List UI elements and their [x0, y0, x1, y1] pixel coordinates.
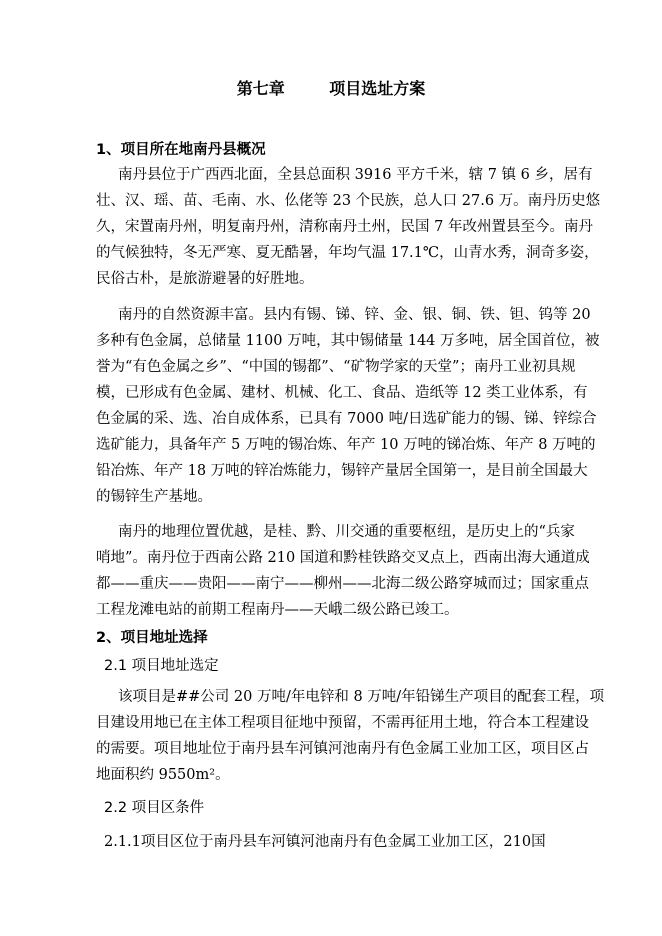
- paragraph-line: 都——重庆——贵阳——南宁——柳州——北海二级公路穿城而过；国家重点: [96, 576, 589, 592]
- section-1-heading: 1、项目所在地南丹县概况: [96, 142, 266, 158]
- paragraph-line: 目建设用地已在主体工程项目征地中预留，不需再征用土地，符合本工程建设: [96, 715, 589, 731]
- section-2-heading: 2、项目地址选择: [96, 630, 208, 646]
- subsection-2-1-heading: 2.1 项目地址选定: [104, 658, 219, 674]
- paragraph-line: 模，已形成有色金属、建材、机械、化工、食品、造纸等 12 类工业体系，有: [96, 385, 588, 401]
- paragraph-line: 哨地”。南丹位于西南公路 210 国道和黔桂铁路交叉点上，西南出海大通道成: [96, 550, 590, 566]
- paragraph-line: 色金属的采、选、冶自成体系，已具有 7000 吨/日选矿能力的锡、锑、锌综合: [96, 411, 597, 427]
- paragraph-line: 民俗古朴，是旅游避暑的好胜地。: [96, 271, 314, 287]
- paragraph-line: 的需要。项目地址位于南丹县车河镇河池南丹有色金属工业加工区，项目区占: [96, 741, 589, 757]
- paragraph-line: 誉为“有色金属之乡”、“中国的锡都”、“矿物学家的天堂”；南丹工业初具规: [96, 359, 576, 375]
- paragraph-line: 的气候独特，冬无严寒、夏无酷暑，年均气温 17.1℃，山青水秀，洞奇多姿，: [96, 245, 599, 261]
- paragraph-line: 南丹的自然资源丰富。县内有锡、锑、锌、金、银、铜、铁、钽、钨等 20: [118, 307, 591, 323]
- chapter-title: 第七章 项目选址方案: [236, 79, 426, 98]
- paragraph-line: 南丹的地理位置优越，是桂、黔、川交通的重要枢纽，是历史上的“兵家: [118, 524, 575, 540]
- paragraph-line: 该项目是##公司 20 万吨/年电锌和 8 万吨/年铅锑生产项目的配套工程，项: [118, 689, 605, 705]
- paragraph-line: 南丹县位于广西西北面，全县总面积 3916 平方千米，辖 7 镇 6 乡，居有: [118, 167, 593, 183]
- subsection-2-2-heading: 2.2 项目区条件: [104, 800, 205, 816]
- paragraph-line: 铅冶炼、年产 18 万吨的锌冶炼能力，锡锌产量居全国第一，是目前全国最大: [96, 463, 588, 479]
- paragraph-line: 的锡锌生产基地。: [96, 489, 212, 505]
- paragraph-line: 选矿能力，具备年产 5 万吨的锡冶炼、年产 10 万吨的锑冶炼、年产 8 万吨的: [96, 437, 596, 453]
- paragraph-line: 久，宋置南丹州，明复南丹州，清称南丹土州，民国 7 年改州置县至今。南丹: [96, 219, 593, 235]
- paragraph-line: 壮、汉、瑶、苗、毛南、水、仫佬等 23 个民族，总人口 27.6 万。南丹历史悠: [96, 193, 601, 209]
- paragraph-line: 工程龙滩电站的前期工程南丹——天峨二级公路已竣工。: [96, 602, 459, 618]
- paragraph-line: 多种有色金属，总储量 1100 万吨，其中锡储量 144 万多吨，居全国首位，被: [96, 333, 600, 349]
- paragraph-line: 地面积约 9550m²。: [96, 767, 230, 783]
- paragraph-line: 2.1.1项目区位于南丹县车河镇河池南丹有色金属工业加工区，210国: [104, 834, 546, 850]
